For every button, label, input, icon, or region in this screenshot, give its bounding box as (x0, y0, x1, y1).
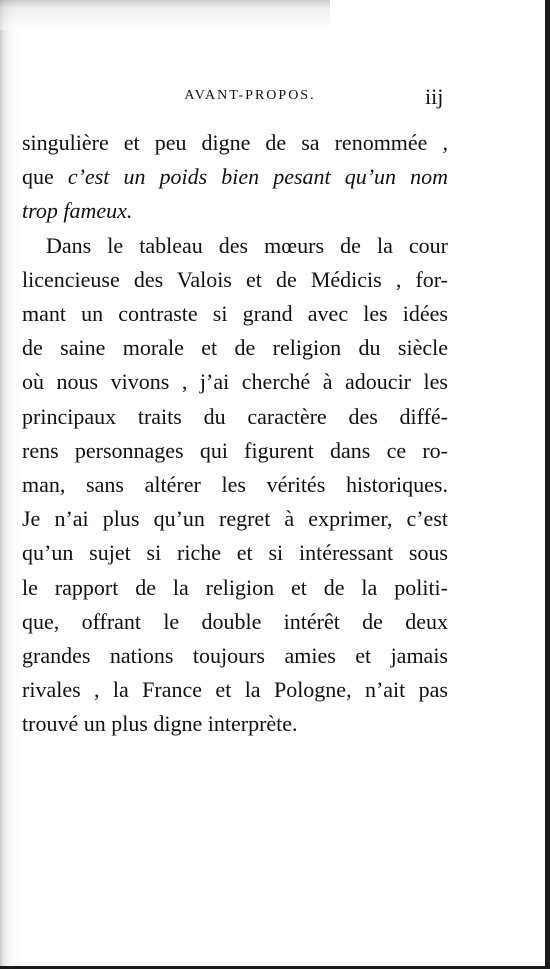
scan-top-edge-shadow (0, 0, 330, 30)
scan-right-border (545, 0, 550, 969)
text-line: Je n’ai plus qu’un regret à exprimer, c’est (22, 506, 448, 532)
text-line: trouvé un plus digne interprète. (22, 711, 298, 737)
text-line (22, 160, 448, 194)
text-line: mant un contraste si grand avec les idées (22, 301, 448, 327)
text-span: que (22, 164, 54, 190)
text-line: rivales , la France et la Pologne, n’ait pas (22, 677, 448, 703)
text-line: man, sans altérer les vérités historiques. (22, 472, 448, 498)
page-number: iij (425, 84, 444, 109)
text-line: le rapport de la religion et de la politi- (22, 574, 448, 600)
text-line: grandes nations toujours amies et jamais (22, 643, 448, 669)
text-line: où nous vivons , j’ai cherché à adoucir les (22, 369, 448, 395)
scan-left-edge-shadow (0, 0, 22, 969)
page-body-text (22, 126, 448, 742)
text-line: trop fameux. (22, 198, 133, 224)
running-head: AVANT-PROPOS. (184, 88, 316, 103)
text-line: rens personnages qui figurent dans ce ro- (22, 437, 448, 463)
text-line: singulière et peu digne de sa renommée , (22, 130, 448, 155)
text-line: de saine morale et de religion du siècle (22, 335, 448, 361)
text-line: principaux traits du caractère des diffé- (22, 403, 448, 429)
italic-text-span: c’est un poids bien pesant qu’un nom (67, 164, 449, 190)
text-line: licencieuse des Valois et de Médicis , for- (22, 266, 448, 292)
text-line: qu’un sujet si riche et si intéressant sous (22, 540, 448, 566)
text-line: que, offrant le double intérêt de deux (22, 608, 448, 634)
text-line: Dans le tableau des mœurs de la cour (46, 232, 448, 258)
